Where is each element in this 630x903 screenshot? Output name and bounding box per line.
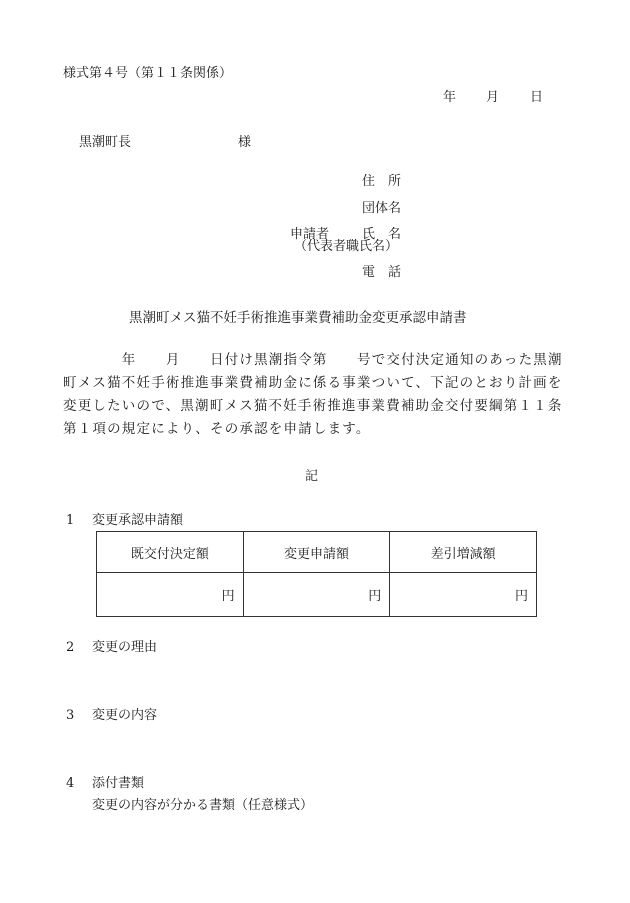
address-label: 住 所 [362, 174, 402, 189]
date-day: 日 [530, 90, 544, 105]
representative-label: （代表者職氏名） [294, 239, 399, 254]
applicant-label: 申請者 [290, 227, 330, 242]
org-label: 団体名 [362, 201, 402, 216]
header-difference: 差引増減額 [390, 532, 537, 573]
header-requested-amount: 変更申請額 [243, 532, 390, 573]
initial-amount-cell[interactable]: 円 [97, 573, 244, 617]
section-1-number: 1 [66, 513, 75, 528]
name-label: 氏 名 [362, 227, 402, 242]
section-2-number: 2 [66, 640, 75, 655]
note-label: 記 [305, 469, 319, 484]
addressee-title: 黒潮町長 [79, 135, 132, 150]
header-initial-amount: 既交付決定額 [97, 532, 244, 573]
section-4-title: 添付書類 [92, 776, 145, 791]
difference-cell[interactable]: 円 [390, 573, 537, 617]
section-1-title: 変更承認申請額 [92, 513, 184, 528]
document-title: 黒潮町メス猫不妊手術推進事業費補助金変更承認申請書 [129, 310, 467, 326]
addressee-honorific: 様 [238, 135, 252, 150]
date-year: 年 [443, 90, 457, 105]
form-number: 様式第４号（第１１条関係） [63, 66, 233, 81]
phone-label: 電 話 [362, 265, 402, 280]
amount-table [96, 531, 537, 617]
date-month: 月 [486, 90, 500, 105]
section-3-number: 3 [66, 708, 75, 723]
section-3-title: 変更の内容 [92, 708, 158, 723]
section-4-number: 4 [66, 776, 75, 791]
body-text: 年 月 日付け黒潮指令第 号で交付決定通知のあった黒潮町メス猫不妊手術推進事業費補助金に係る事業ついて、下記のとおり計画を変更したいので、黒潮町メス猫不妊手術推進事業費補助金交付要綱第１１条第１項の規定により、その承認を申請します。 [63, 352, 563, 437]
section-4-detail: 変更の内容が分かる書類（任意様式） [92, 798, 314, 813]
requested-amount-cell[interactable]: 円 [243, 573, 390, 617]
section-2-title: 変更の理由 [92, 640, 158, 655]
